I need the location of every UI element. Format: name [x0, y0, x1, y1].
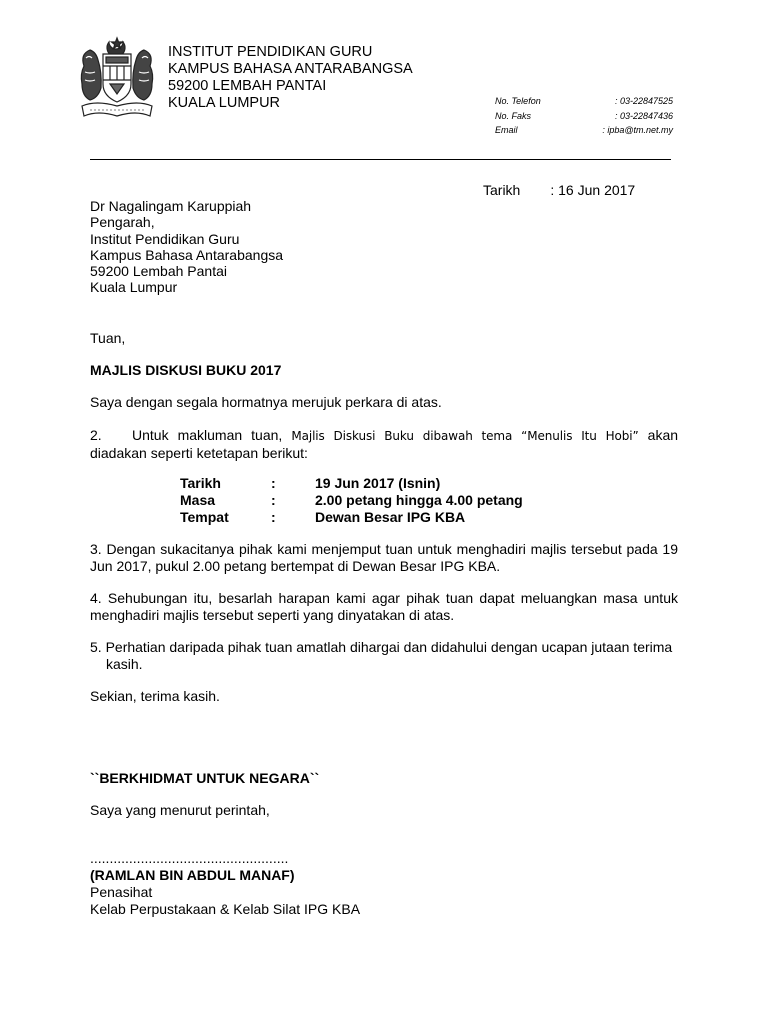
detail-key: Tarikh	[180, 475, 221, 491]
recipient-line: 59200 Lembah Pantai	[90, 263, 227, 280]
detail-key: Tempat	[180, 509, 229, 525]
paragraph-text: 5. Perhatian daripada pihak tuan amatlah dihargai dan didahului dengan ucapan jutaan terima	[90, 639, 673, 655]
institution-line: INSTITUT PENDIDIKAN GURU	[168, 44, 373, 60]
detail-value: 19 Jun 2017 (Isnin)	[315, 475, 441, 491]
contact-label: Email	[495, 125, 518, 135]
detail-row	[180, 509, 580, 526]
contact-email	[495, 123, 675, 138]
signatory-organization: Kelab Perpustakaan & Kelab Silat IPG KBA	[90, 901, 361, 917]
detail-row	[180, 475, 580, 492]
event-details	[180, 475, 580, 526]
signatory-title: Penasihat	[90, 884, 153, 900]
recipient-line: Dr Nagalingam Karuppiah	[90, 198, 252, 214]
paragraph-5	[90, 639, 678, 672]
institution-line: KAMPUS BAHASA ANTARABANGSA	[168, 61, 413, 77]
recipient-address	[90, 198, 283, 296]
contact-fax	[495, 109, 675, 124]
paragraph-number: 2.	[90, 427, 102, 443]
detail-colon: :	[271, 492, 276, 508]
paragraph-text: Majlis Diskusi Buku dibawah tema “Menulis Itu Hobi”	[291, 429, 639, 443]
paragraph-text: Untuk makluman tuan,	[132, 427, 283, 443]
date-label: Tarikh	[483, 182, 521, 198]
detail-key: Masa	[180, 492, 216, 508]
signatory-name: (RAMLAN BIN ABDUL MANAF)	[90, 867, 295, 883]
date-value: : 16 Jun 2017	[550, 182, 636, 198]
signature-line: ...................................................	[90, 850, 289, 866]
contact-phone	[495, 94, 675, 109]
contact-info	[495, 94, 675, 138]
contact-value: : 03-22847525	[614, 96, 673, 106]
letter-subject: MAJLIS DISKUSI BUKU 2017	[90, 362, 282, 378]
motto: ``BERKHIDMAT UNTUK NEGARA``	[90, 770, 320, 786]
paragraph-3: 3. Dengan sukacitanya pihak kami menjemput tuan untuk menghadiri majlis tersebut pada 19 Jun 2017, pukul 2.00 petang bertempat di Dewan Besar IPG KBA.	[90, 541, 678, 574]
detail-colon: :	[271, 475, 276, 491]
malaysia-coat-of-arms-icon	[76, 36, 158, 122]
contact-value: : ipba@tm.net.my	[602, 125, 673, 135]
contact-value: : 03-22847436	[614, 110, 673, 121]
paragraph-text: kasih.	[106, 655, 143, 672]
paragraph-2	[90, 427, 678, 461]
recipient-line: Kampus Bahasa Antarabangsa	[90, 246, 284, 263]
contact-label: No. Faks	[495, 110, 532, 121]
institution-address	[168, 44, 413, 112]
paragraph-text: akan diadakan seperti ketetapan berikut:	[90, 427, 679, 461]
closing-line: Sekian, terima kasih.	[90, 688, 220, 704]
detail-value: 2.00 petang hingga 4.00 petang	[315, 492, 523, 508]
detail-colon: :	[271, 509, 276, 525]
salutation: Tuan,	[90, 330, 126, 346]
paragraph-4: 4. Sehubungan itu, besarlah harapan kami agar pihak tuan dapat meluangkan masa untuk menghadiri majlis tersebut seperti yang dinyatakan di atas.	[90, 590, 678, 623]
complimentary-close: Saya yang menurut perintah,	[90, 802, 270, 818]
header-divider	[90, 159, 671, 160]
institution-line: 59200 LEMBAH PANTAI	[168, 78, 327, 94]
institution-line: KUALA LUMPUR	[168, 95, 281, 111]
detail-row	[180, 492, 580, 509]
letter-date	[483, 182, 635, 198]
recipient-line: Kuala Lumpur	[90, 279, 178, 296]
recipient-line: Pengarah,	[90, 214, 155, 231]
detail-value: Dewan Besar IPG KBA	[315, 509, 466, 525]
contact-label: No. Telefon	[495, 96, 541, 106]
paragraph-1: Saya dengan segala hormatnya merujuk perkara di atas.	[90, 394, 442, 410]
recipient-line: Institut Pendidikan Guru	[90, 230, 240, 247]
